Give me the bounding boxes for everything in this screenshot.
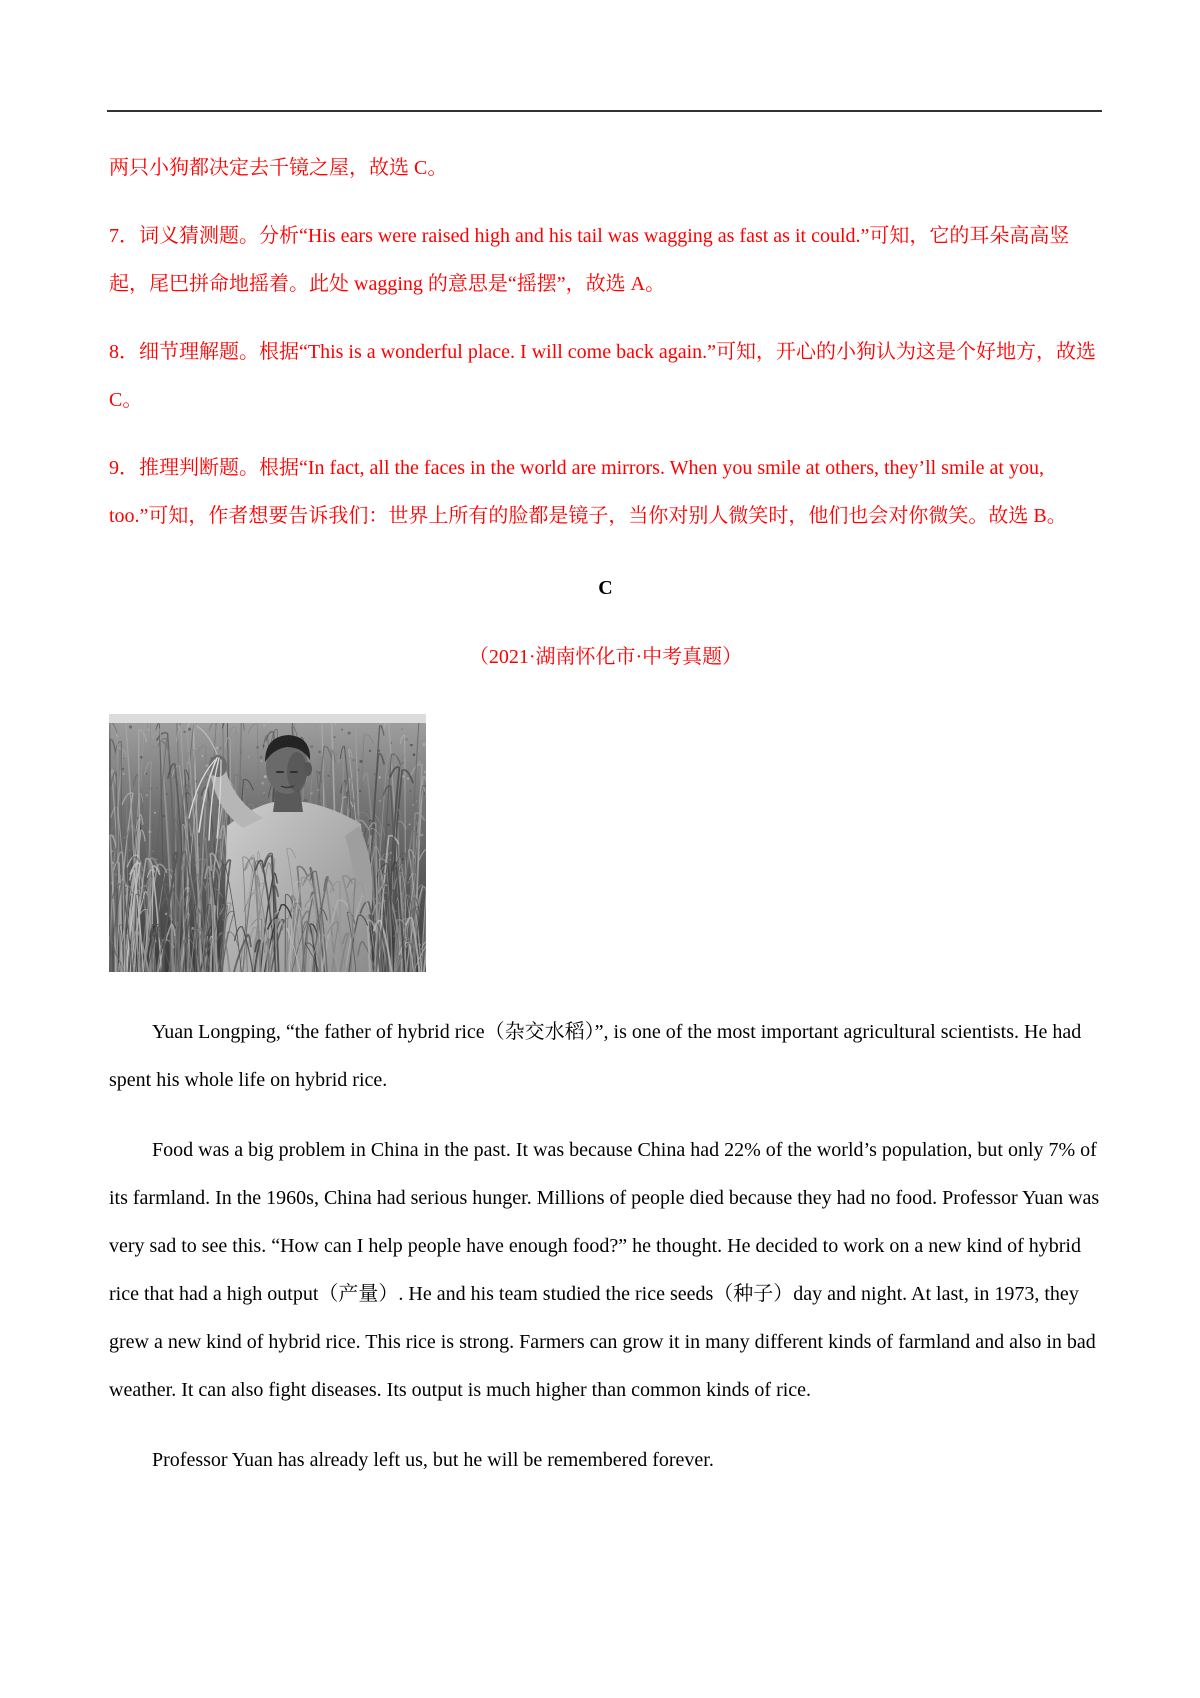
source-note: （2021·湖南怀化市·中考真题） (468, 646, 743, 668)
rice-grain (418, 761, 421, 764)
rice-grain (334, 736, 336, 738)
rice-grain (374, 773, 376, 775)
reading-passage (109, 1008, 1102, 1484)
rice-grain (387, 824, 390, 827)
rice-grain (410, 744, 413, 747)
rice-grain (415, 726, 416, 727)
rice-grain (152, 850, 154, 852)
passage-paragraph: Yuan Longping, “the father of hybrid rice（杂交水稻）”, is one of the most important agricultural scientists. He had spent his whole life on hybrid rice. (109, 1021, 1082, 1091)
rice-grain (348, 732, 351, 735)
rice-grain (341, 729, 343, 731)
rice-grain (318, 751, 321, 754)
rice-grain (156, 788, 158, 790)
person-ear (304, 762, 312, 776)
rice-grain (379, 800, 381, 802)
rice-grain (336, 754, 338, 756)
rice-grain (242, 749, 244, 751)
photo-top-border (109, 714, 426, 723)
rice-grain (378, 776, 380, 778)
rice-grain (153, 746, 154, 747)
answer-explanations (109, 144, 1102, 540)
rice-grain (393, 732, 395, 734)
rice-grain (359, 737, 362, 740)
passage-paragraph: Food was a big problem in China in the past. It was because China had 22% of the world’s population, but only 7% of its farmland. In the 1960s, China had serious hunger. Millions of people died because they had no food. Professor Yuan was very sad to see this. “How can I help people have enough food?” he thought. He decided to work on a new kind of hybrid rice that had a high output（产量）. He and his team studied the rice seeds（种子）day and night. At last, in 1973, they grew a new kind of hybrid rice. This rice is strong. Farmers can grow it in many different kinds of farmland and also in bad weather. It can also fight diseases. Its output is much higher than common kinds of rice. (109, 1139, 1100, 1401)
answer-explanation-8: 8．细节理解题。根据“This is a wonderful place. I will come back again.”可知，开心的小狗认为这是个好地方，故选 C。 (109, 341, 1097, 411)
rice-grain (129, 850, 130, 851)
rice-grain (261, 782, 264, 785)
rice-grain (263, 792, 266, 795)
rice-grain (122, 922, 123, 923)
rice-grain (154, 812, 156, 814)
rice-grain (129, 725, 132, 728)
rice-grain (401, 756, 404, 759)
rice-grain (124, 836, 126, 838)
rice-grain (146, 794, 148, 796)
rice-grain (183, 731, 185, 733)
answer-explanation-9: 9．推理判断题。根据“In fact, all the faces in the world are mirrors. When you smile at others, they’ll smile at you, too.”可知，作者想要告诉我们：世界上所有的脸都是镜子，当你对别人微笑时，他们也会对你微笑。故选 B。 (109, 457, 1067, 527)
rice-grain (423, 743, 426, 746)
passage-photo (109, 714, 426, 972)
rice-grain (416, 800, 418, 802)
rice-grain (421, 833, 424, 836)
rice-grain (369, 750, 371, 752)
rice-grain (188, 728, 191, 731)
rice-grain (409, 790, 411, 792)
rice-grain (206, 776, 209, 779)
answer-explanation-7: 7．词义猜测题。分析“His ears were raised high and his tail was wagging as fast as it could.”可知，它的耳朵高高竖起，尾巴拼命地摇着。此处 wagging 的意思是“摇摆”，故选 A。 (109, 225, 1070, 295)
rice-grain (359, 760, 362, 763)
rice-grain (418, 750, 420, 752)
rice-grain (248, 757, 250, 759)
rice-grain (260, 756, 263, 759)
rice-grain (413, 753, 416, 756)
rice-grain (202, 754, 205, 757)
rice-grain (246, 786, 248, 788)
rice-grain (401, 728, 402, 729)
rice-grain (162, 815, 165, 818)
rice-grain (405, 738, 408, 741)
rice-grain (216, 747, 219, 750)
rice-grain (352, 811, 353, 812)
header-rule (107, 110, 1102, 112)
passage-paragraph: Professor Yuan has already left us, but he will be remembered forever. (152, 1449, 714, 1471)
rice-grain (402, 762, 404, 764)
rice-grain (407, 778, 409, 780)
rice-grain (308, 737, 311, 740)
rice-grain (264, 775, 267, 778)
rice-grain (327, 775, 329, 777)
rice-grain (310, 745, 313, 748)
rice-grain (211, 732, 213, 734)
rice-grain (402, 858, 404, 860)
section-heading: C (598, 577, 613, 599)
answer-explanation: 两只小狗都决定去千镜之屋，故选 C。 (109, 157, 448, 179)
rice-grain (152, 825, 153, 826)
rice-grain (393, 935, 394, 936)
document-content (109, 144, 1102, 1506)
rice-grain (261, 760, 263, 762)
rice-grain (263, 724, 266, 727)
